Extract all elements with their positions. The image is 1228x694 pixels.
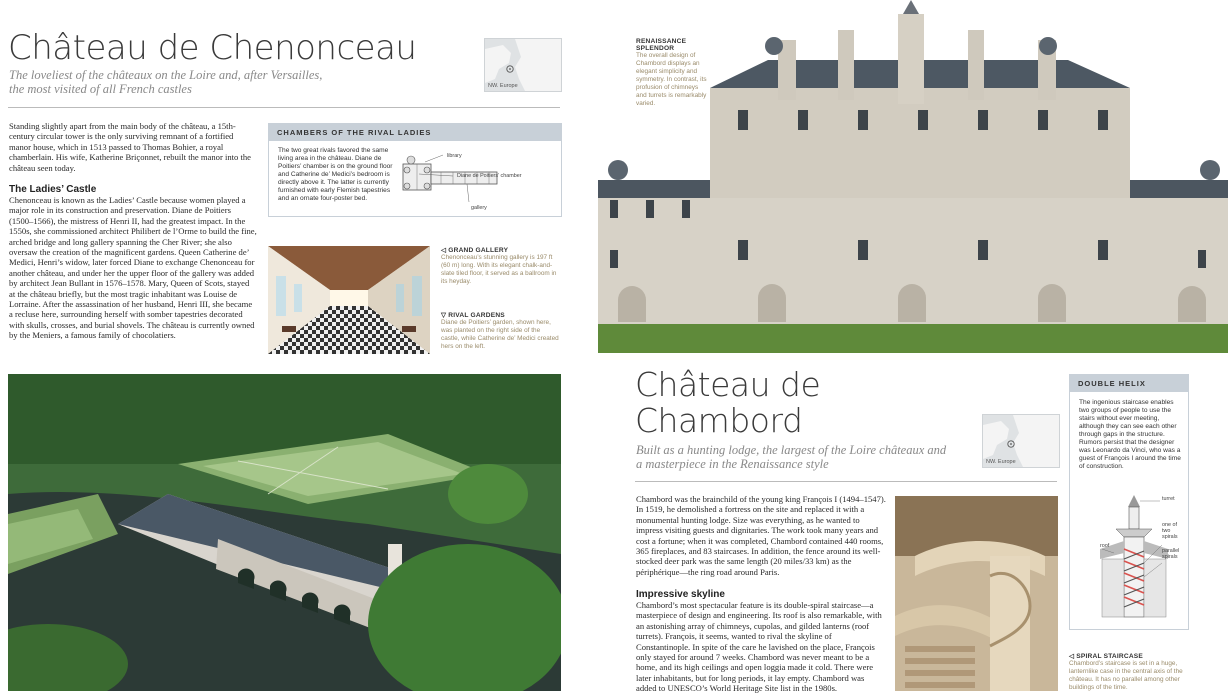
chambers-box-text: The two great rivals favored the same living area in the château. Diane de Poitiers’ chamber is on the ground floor and Catherine de’ Medici’s bedroom is directly above it. The latter is currently furnished with early Flemish tapestries and an ornate four-poster bed.	[278, 147, 393, 202]
chambord-subtitle-line-1: Built as a hunting lodge, the largest of the Loire châteaux and	[636, 443, 947, 457]
double-helix-box	[1069, 374, 1189, 630]
chenonceau-aerial-photo	[8, 374, 561, 691]
chenonceau-map-label: NW. Europe	[488, 83, 518, 89]
chambers-box-title: CHAMBERS OF THE RIVAL LADIES	[269, 124, 561, 141]
rival-gardens-caption-head: ▽ RIVAL GARDENS	[441, 312, 505, 319]
spiral-staircase-photo	[895, 496, 1058, 691]
chambord-subtitle	[636, 443, 966, 471]
spiral-staircase-caption	[1069, 652, 1191, 692]
helix-label-one-of-two: one of two spirals	[1162, 522, 1178, 540]
renaissance-caption-head-1: RENAISSANCE	[636, 38, 687, 45]
chambers-box	[268, 123, 562, 217]
rival-gardens-caption-text: Diane de Poitiers’ garden, shown here, was planted on the right side of the castle, while Catherine de’ Medici created hers on the left.	[441, 319, 559, 350]
chambord-subtitle-line-2: a masterpiece in the Renaissance style	[636, 457, 829, 471]
chambord-title-line-2: Chambord	[635, 401, 803, 440]
chenonceau-intro: Standing slightly apart from the main body of the château, a 15th-century circular tower is the only surviving remnant of a fortified manor house, which in 1513 passed to Thomas Bohier, a royal chamberlain. His wife, Katherine Briçonnet, rebuilt the manor into the château seen today.	[9, 121, 251, 173]
chenonceau-title: Château de Chenonceau	[8, 28, 417, 68]
renaissance-caption-head-2: SPLENDOR	[636, 45, 675, 52]
chambord-section-heading: Impressive skyline	[636, 589, 725, 600]
renaissance-caption	[636, 38, 710, 108]
renaissance-caption-text: The overall design of Chambord displays an elegant simplicity and symmetry. In contrast, its profusion of chimneys and turrets is remarkably varied.	[636, 52, 707, 107]
rival-gardens-caption	[441, 311, 559, 351]
chambord-intro: Chambord was the brainchild of the young king François I (1494–1547). In 1519, he demolished a fortress on the site and replaced it with a monumental hunting lodge. Size was everything, as he wanted to impress visiting guests and dignitaries. The work took many years and cost a fortune; when it was completed, Chambord contained 440 rooms, 365 fireplaces, and 83 staircases. In addition, the fence around its well-stocked deer park was the same length (20 miles/33 km) as the périphérique—the ring road around Paris.	[636, 494, 886, 577]
chenonceau-locator-map	[484, 38, 562, 92]
grand-gallery-photo	[268, 246, 430, 354]
chambers-label-library: library	[447, 153, 462, 159]
double-helix-box-text: The ingenious staircase enables two groups of people to use the stairs without ever meeting, although they can see each other through gaps in the structure. Rumors persist that the designer was Leonardo da Vinci, who was a guest of François I around the time of construction.	[1079, 399, 1181, 470]
helix-label-roof: roof	[1100, 543, 1110, 549]
spiral-staircase-caption-text: Chambord’s staircase is set in a huge, lanternlike case in the central axis of the château. It has no parallel among other buildings of the time.	[1069, 660, 1183, 691]
grand-gallery-caption	[441, 246, 559, 286]
chambers-label-gallery: gallery	[471, 205, 487, 211]
chambord-title-line-1: Château de	[635, 365, 821, 404]
grand-gallery-caption-head: ◁ GRAND GALLERY	[441, 247, 509, 254]
helix-label-turret: turret	[1162, 496, 1175, 502]
chenonceau-section-text: Chenonceau is known as the Ladies’ Castle because women played a major role in its construction and preservation. Diane de Poitiers (1500–1566), the mistress of Henri II, had the greatest impact. In the 1550s, she commissioned architect Philibert de l’Orme to build the fine, arched bridge and long gallery spanning the Cher River; she also oversaw the creation of the magnificent gardens. Queen Catherine de’ Medici, Henri’s widow, later forced Diane to exchange Chenonceau for another château, and under her the upper floor of the gallery was added by architect Jean Bullant in 1576–1578. Mary, Queen of Scots, stayed at the château briefly, but the most tragic inhabitant was Louise de Lorraine. After the assassination of her husband, Henri III, she became a recluse here, surrounding herself with somber tapestries decorated with skulls, crosses, and burial shovels. The château is currently owned by the Meniers, a famous family of chocolatiers.	[9, 195, 257, 341]
chambers-label-chamber: Diane de Poitiers’ chamber	[457, 173, 522, 179]
double-helix-box-title: DOUBLE HELIX	[1070, 375, 1188, 392]
chenonceau-subtitle	[9, 68, 339, 96]
chambord-section-text: Chambord’s most spectacular feature is its double-spiral staircase—a masterpiece of design and engineering. Its roof is also remarkable, with an astonishing array of chimneys, cupolas, and gilded lanterns (roof turrets). François, it seems, wanted to rival the skyline of Constantinople. In spite of the care he lavished on the place, François only stayed for around 7 weeks. Chambord was never meant to be a home, and its high ceilings and open loggia made it cold. There were later inhabitants, but for long periods, it lay empty. Chambord was added to UNESCO’s World Heritage Site list in the 1980s.	[636, 600, 882, 694]
grand-gallery-caption-text: Chenonceau’s stunning gallery is 197 ft (60 m) long. With its elegant chalk-and-slate tiled floor, it served as a ballroom in its heyday.	[441, 254, 557, 285]
chenonceau-subtitle-line-1: The loveliest of the châteaux on the Loire and, after Versailles,	[9, 68, 323, 82]
chambord-title-rule	[635, 481, 1057, 482]
helix-label-parallel: parallel spirals	[1162, 548, 1180, 560]
chambord-title	[635, 367, 820, 439]
chenonceau-subtitle-line-2: the most visited of all French castles	[9, 82, 192, 96]
spiral-staircase-caption-head: ◁ SPIRAL STAIRCASE	[1069, 653, 1144, 660]
chambord-map-label: NW. Europe	[986, 459, 1016, 465]
chenonceau-section-heading: The Ladies’ Castle	[9, 184, 97, 195]
chambord-locator-map	[982, 414, 1060, 468]
chenonceau-title-rule	[8, 107, 560, 108]
